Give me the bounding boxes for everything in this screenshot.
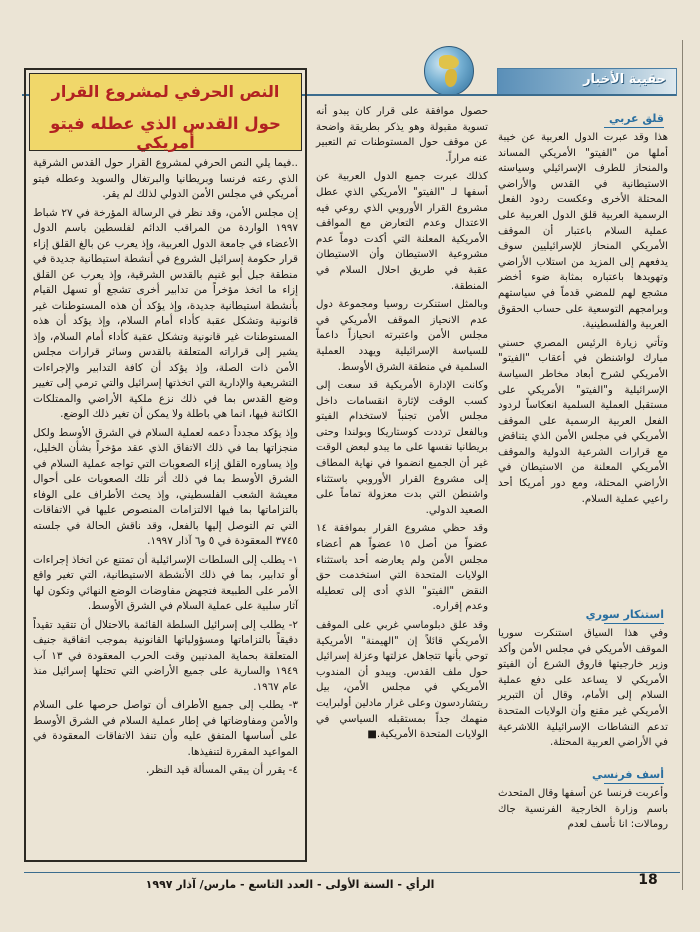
resolution-text-box (24, 68, 307, 862)
box-headline (29, 73, 302, 151)
margin-rule (682, 40, 683, 890)
box-body (33, 156, 298, 782)
heading-arab-concern: قلق عربي (608, 112, 664, 125)
section-banner (497, 68, 677, 96)
heading-france-regret: أسف فرنسي (591, 768, 664, 781)
paragraph: وقد حظي مشروع القرار بموافقة ١٤ عضواً من أصل ١٥ عضواً هم أعضاء مجلس الأمن ولم يعارضه أحد باستثناء الولايات المتحدة التي استخدمت حق النقض "الفيتو" الذي أدى إلى تعطيله وعدم إقراره. (316, 523, 488, 613)
syria-article (498, 626, 668, 754)
paragraph: وإذ يؤكد مجدداً دعمه لعملية السلام في الشرق الأوسط ولكل منجزاتها بما في ذلك الاتفاق الذي عقد مؤخراً بشأن الخليل، وإذ يساوره القلق إزاء الصعوبات التي تواجه عملية السلام في الشرق الأوسط بما في ذلك أثر تلك الصعوبات على أحوال معيشة الشعب الفلسطيني، وإذ يحث الأطراف على الوفاء بالتزاماتها بما فيها الالتزامات المنصوص عليها في الاتفاقات التي تم التوصل إليها بالفعل، وقد ناقش الحالة في جلسته ٣٧٤٥ المعقودة في ٥ و٦ آذار ١٩٩٧. (33, 426, 298, 547)
footer-divider (24, 872, 680, 873)
paragraph: وتأتي زيارة الرئيس المصري حسني مبارك لواشنطن في أعقاب "الفيتو" الأمريكي لشرح أبعاد مخاطر السياسة الإسرائيلية و"الفيتو" الأمريكي على مستقبل العملية السلمية انعكاساً لردود الفعل العربية الرسمية على الموقف الأمريكي في مجلس الأمن الذي يتناقض مع قرارات الشرعية الدولية والموقف الأمريكي المعلنة من الاستيطان في الأراضي المحتلة، ومع دور أمريكا أحد راعيي عملية السلام. (498, 337, 668, 505)
box-title-line-1: النص الحرفي لمشروع القرار (51, 82, 280, 101)
arab-concern-article (498, 130, 668, 510)
paragraph: وأعربت فرنسا عن أسفها وقال المتحدث باسم وزارة الخارجية الفرنسية جاك رومالات: انا نأسف لعدم (498, 788, 668, 831)
paragraph: وبالمثل استنكرت روسيا ومجموعة دول عدم الانحياز الموقف الأمريكي في مجلس الأمن واعتبرته انحيازاً داعماً للسياسة الإسرائيلية ويهدد العملية السلمية في منطقة الشرق الأوسط. (316, 299, 488, 373)
paragraph: إن مجلس الأمن، وقد نظر في الرسالة المؤرخة في ٢٧ شباط ١٩٩٧ الواردة من المراقب الدائم لفلسطين باسم الدول الأعضاء في جامعة الدول العربية، وإذ يعرب عن بالغ القلق إزاء قرار حكومة إسرائيل الشروع في أنشطة استيطانية جديدة في منطقة جبل أبو غنيم بالقدس الشرقية، وإذ يعرب عن القلق إزاء ما اتخذ مؤخراً من تدابير أخرى تشجع أو تسهل القيام بأنشطة استيطانية جديدة، وإذ يؤكد أن هذه المستوطنات غير قانونية وتشكل عقبة كأداء أمام السلام، وإذ يؤكد أن هذه المستوطنات غير قانونية وتشكل عقبة كأداء أمام السلام، وإذ يشير إلى قراراته المتعلقة بالقدس وسائر قرارات مجلس الأمن ذات الصلة، وإذ يؤكد أن كافة التدابير والإجراءات التشريعية والإدارية التي اتخذتها إسرائيل والتي ترمي إلى تغيير وضع القدس بما في ذلك نزع ملكية الأراضي والممتلكات الكائنة فيها، انما هي باطلة ولا يمكن أن تغير ذلك الوضع. (33, 206, 298, 420)
paragraph: كذلك عبرت جميع الدول العربية عن أسفها لـ "الفيتو" الأمريكي الذي عطل مشروع القرار الأوروبي الذي روعي فيه الاعتدال وعدم التعارض مع المواقف الأمريكية المعلنة التي أكدت دوماً عدم مشروعية الاستيطان وأن الاستيطان عقبة في طريق احلال السلام في المنطقة. (316, 171, 488, 292)
paragraph: ١- يطلب إلى السلطات الإسرائيلية أن تمتنع عن اتخاذ إجراءات أو تدابير، بما في ذلك الأنشطة الاستيطانية، التي تغير واقع الأمر على الطبيعة فتجهض مفاوضات الوضع النهائي وتكون لها آثار سلبية على عملية السلام في الشرق الأوسط. (33, 553, 298, 612)
paragraph: وقد علق دبلوماسي غربي على الموقف الأمريكي قائلاً إن "الهيمنة" الأمريكية توحي بأنها تتجاهل عزلتها وعزلة إسرائيل حول ملف القدس. ويبدو أن المندوب الأمريكي في مجلس الأمن، بيل ريتشاردسون وعلى غرار مادلين أولبرايت منهمك جداً بمستقبله السياسي في الولايات المتحدة الأمريكية.■ (316, 620, 488, 741)
paragraph: حصول موافقة على قرار كان يبدو أنه تسوية مقبولة وهو يذكر بطريقة واضحة عن موقف حول المستوطنات تم التعبير عنه مراراً. (316, 106, 488, 164)
paragraph: ..فيما يلي النص الحرفي لمشروع القرار حول القدس الشرقية الذي رعته فرنسا وبريطانيا والبرتغال والسويد وعطله فيتو أمريكي في مجلس الأمن الدولي لذلك لم يقر. (33, 157, 298, 200)
france-article (498, 786, 668, 836)
issue-info: الرأي - السنة الأولى - العدد التاسع - مارس/ آذار ١٩٩٧ (145, 878, 435, 891)
box-title-line-2: حول القدس الذي عطله فيتو أمريكي (50, 114, 281, 152)
paragraph: ٢- يطلب إلى إسرائيل السلطة القائمة بالاحتلال أن تتقيد تقيداً دقيقاً بالتزاماتها ومسؤولياتها القانونية بموجب اتفاقية جنيف المتعلقة بحماية المدنيين وقت الحرب المعقودة في ١٣ آب ١٩٤٩ والسارية على جميع الأراضي التي تحتلها إسرائيل منذ عام ١٩٦٧. (33, 618, 298, 693)
paragraph: وفي هذا السياق استنكرت سوريا الموقف الأمريكي في مجلس الأمن وأكد وزير خارجيتها فاروق الشرع أن الفيتو الأمريكي لا يساعد على دفع عملية السلام إلى الأمام، وقال أن التبرير الأمريكي غير مقنع وأن الولايات المتحدة تدعم النشاطات الإسرائيلية اللاشرعية في الأراضي العربية المحتلة. (498, 628, 668, 749)
page-number: 18 (638, 872, 658, 888)
globe-icon (424, 46, 474, 96)
paragraph: ٣- يطلب إلى جميع الأطراف أن تواصل حرصها على السلام والأمن ومفاوضاتها في إطار عملية السلام في الشرق الأوسط على أساسها المتفق عليه وأن تنفذ الاتفاقات المعقودة في المواعيد المقررة لتنفيذها. (33, 699, 298, 758)
paragraph: ٤- يقرر أن يبقي المسألة قيد النظر. (145, 764, 298, 776)
paragraph: وكانت الإدارة الأمريكية قد سعت إلى كسب الوقت لإثارة انقسامات داخل مجلس الأمن تجنباً لاستخدام الفيتو وبالفعل ترددت كوستاريكا وبولندا وحتى بريطانيا نفسها على ما يبدو لبعض الوقت غير أن الجميع انضموا في نهاية المطاف إلى مشروع القرار الأوروبي باستثناء واشنطن التي بدت معزولة تماماً على الصعيد الدولي. (316, 380, 488, 516)
paragraph: هذا وقد عبرت الدول العربية عن خيبة أملها من "الفيتو" الأمريكي المساند والمنحاز للطرف الإسرائيلي وسياسته الاستيطانية في القدس والأراضي المحتلة الأخرى وعكست ردود الفعل الرسمية العربية قلق الدول العربية على عملية السلام باعتبار أن الموقف الأمريكي المنحاز للإسرائيليين سوف يدفعهم إلى المزيد من استلاب الأراضي وتهويدها باعتباره بمثابة ضوء أخضر مشجع لهم للمضي قدماً في سياستهم وبرامجهم التوسعية على حساب الحقوق العربية والفلسطينية. (498, 132, 668, 331)
section-title: حقيبة الأخبار (583, 72, 666, 87)
heading-syria-condemnation: استنكار سوري (585, 608, 664, 621)
middle-column-article (316, 104, 488, 746)
